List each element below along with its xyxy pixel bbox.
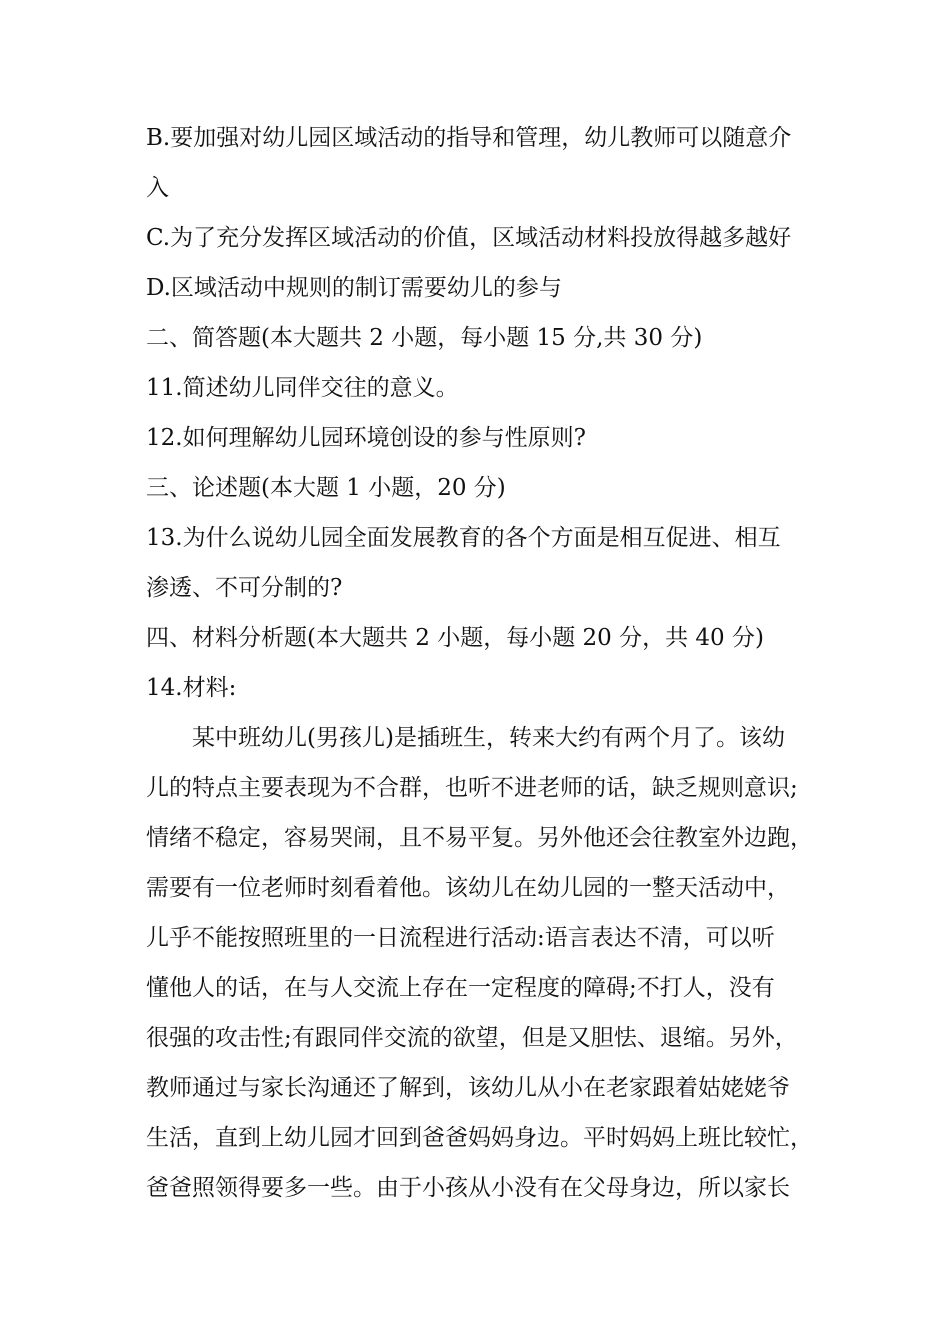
option-b-line-2: 入 <box>146 175 169 201</box>
question-11: 11.简述幼儿同伴交往的意义。 <box>146 375 459 401</box>
material-line-10: 爸爸照领得要多一些。由于小孩从小没有在父母身边，所以家长 <box>146 1175 790 1201</box>
material-line-1: 某中班幼儿(男孩儿)是插班生，转来大约有两个月了。该幼 <box>192 725 785 751</box>
material-line-9: 生活，直到上幼儿园才回到爸爸妈妈身边。平时妈妈上班比较忙， <box>146 1125 813 1151</box>
question-13-line-1: 13.为什么说幼儿园全面发展教育的各个方面是相互促进、相互 <box>146 525 781 551</box>
material-line-2: 儿的特点主要表现为不合群，也听不进老师的话，缺乏规则意识; <box>146 775 798 801</box>
section-4-heading: 四、材料分析题(本大题共 2 小题，每小题 20 分，共 40 分) <box>146 625 764 651</box>
material-line-4: 需要有一位老师时刻看着他。该幼儿在幼儿园的一整天活动中， <box>146 875 790 901</box>
option-c: C.为了充分发挥区域活动的价值，区域活动材料投放得越多越好 <box>146 225 792 251</box>
material-line-8: 教师通过与家长沟通还了解到，该幼儿从小在老家跟着姑姥姥爷 <box>146 1075 790 1101</box>
material-line-5: 儿乎不能按照班里的一日流程进行活动:语言表达不清，可以听 <box>146 925 775 951</box>
question-12: 12.如何理解幼儿园环境创设的参与性原则? <box>146 425 586 451</box>
option-d: D.区域活动中规则的制订需要幼儿的参与 <box>146 275 562 301</box>
material-line-3: 情绪不稳定，容易哭闹，且不易平复。另外他还会往教室外边跑， <box>146 825 813 851</box>
section-2-heading: 二、简答题(本大题共 2 小题，每小题 15 分,共 30 分) <box>146 325 703 351</box>
document-body <box>146 113 816 1213</box>
material-line-6: 懂他人的话，在与人交流上存在一定程度的障碍;不打人，没有 <box>146 975 775 1001</box>
section-3-heading: 三、论述题(本大题 1 小题，20 分) <box>146 475 506 501</box>
question-13-line-2: 渗透、不可分制的? <box>146 575 343 601</box>
question-14-label: 14.材料: <box>146 675 237 701</box>
option-b-line-1: B.要加强对幼儿园区域活动的指导和管理，幼儿教师可以随意介 <box>146 125 792 151</box>
material-line-7: 很强的攻击性;有跟同伴交流的欲望，但是又胆怯、退缩。另外， <box>146 1025 798 1051</box>
